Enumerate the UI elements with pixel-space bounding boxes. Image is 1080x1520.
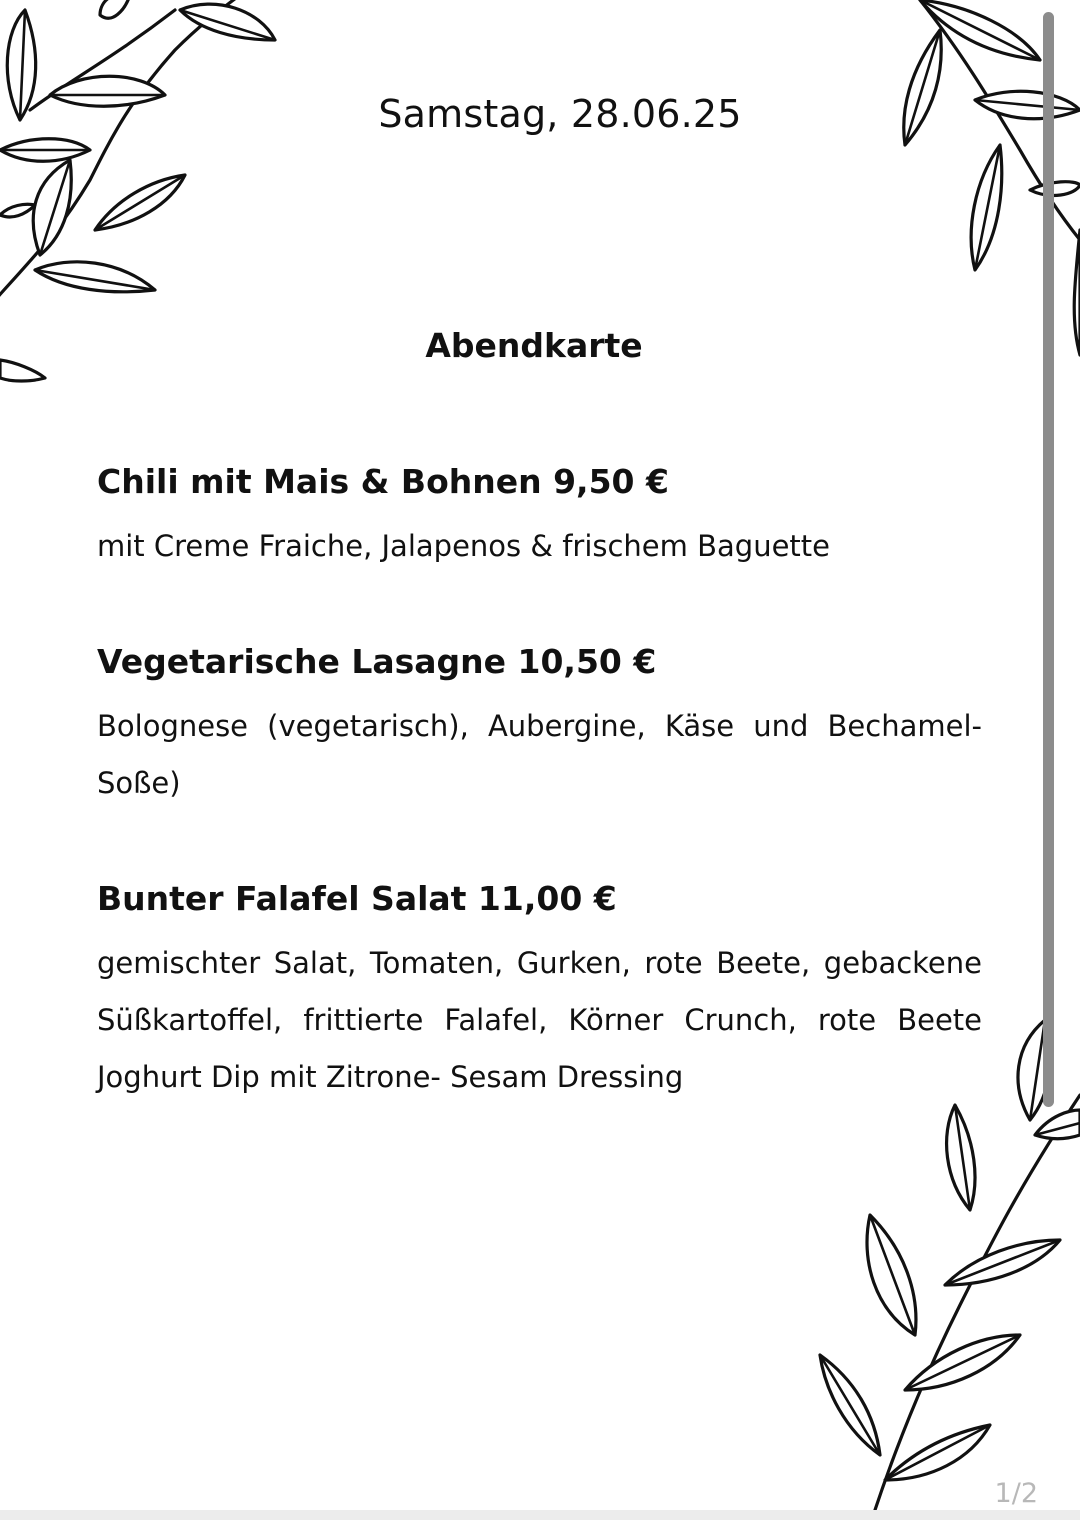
dish-name: Bunter Falafel Salat 11,00 € (97, 879, 617, 918)
menu-title: Abendkarte (425, 326, 643, 365)
dish-name: Chili mit Mais & Bohnen 9,50 € (97, 462, 669, 501)
dish-description: Bolognese (vegetarisch), Aubergine, Käse und Bechamel- Soße) (97, 709, 982, 800)
dish-item (97, 460, 982, 575)
bottom-edge-bar (0, 1510, 1080, 1520)
vertical-scrollbar[interactable] (1043, 12, 1054, 1107)
dish-description: mit Creme Fraiche, Jalapenos & frischem Baguette (97, 529, 831, 563)
page-indicator: 1/2 (994, 1478, 1038, 1509)
dish-description: gemischter Salat, Tomaten, Gurken, rote Beete, gebackene Süßkartoffel, frittierte Falafel, Körner Crunch, rote Beete Joghurt Dip mit Zitrone- Sesam Dressing (97, 946, 982, 1094)
dish-name: Vegetarische Lasagne 10,50 € (97, 642, 657, 681)
dish-item (97, 640, 982, 812)
dish-item (97, 877, 982, 1106)
menu-date: Samstag, 28.06.25 (378, 92, 742, 136)
